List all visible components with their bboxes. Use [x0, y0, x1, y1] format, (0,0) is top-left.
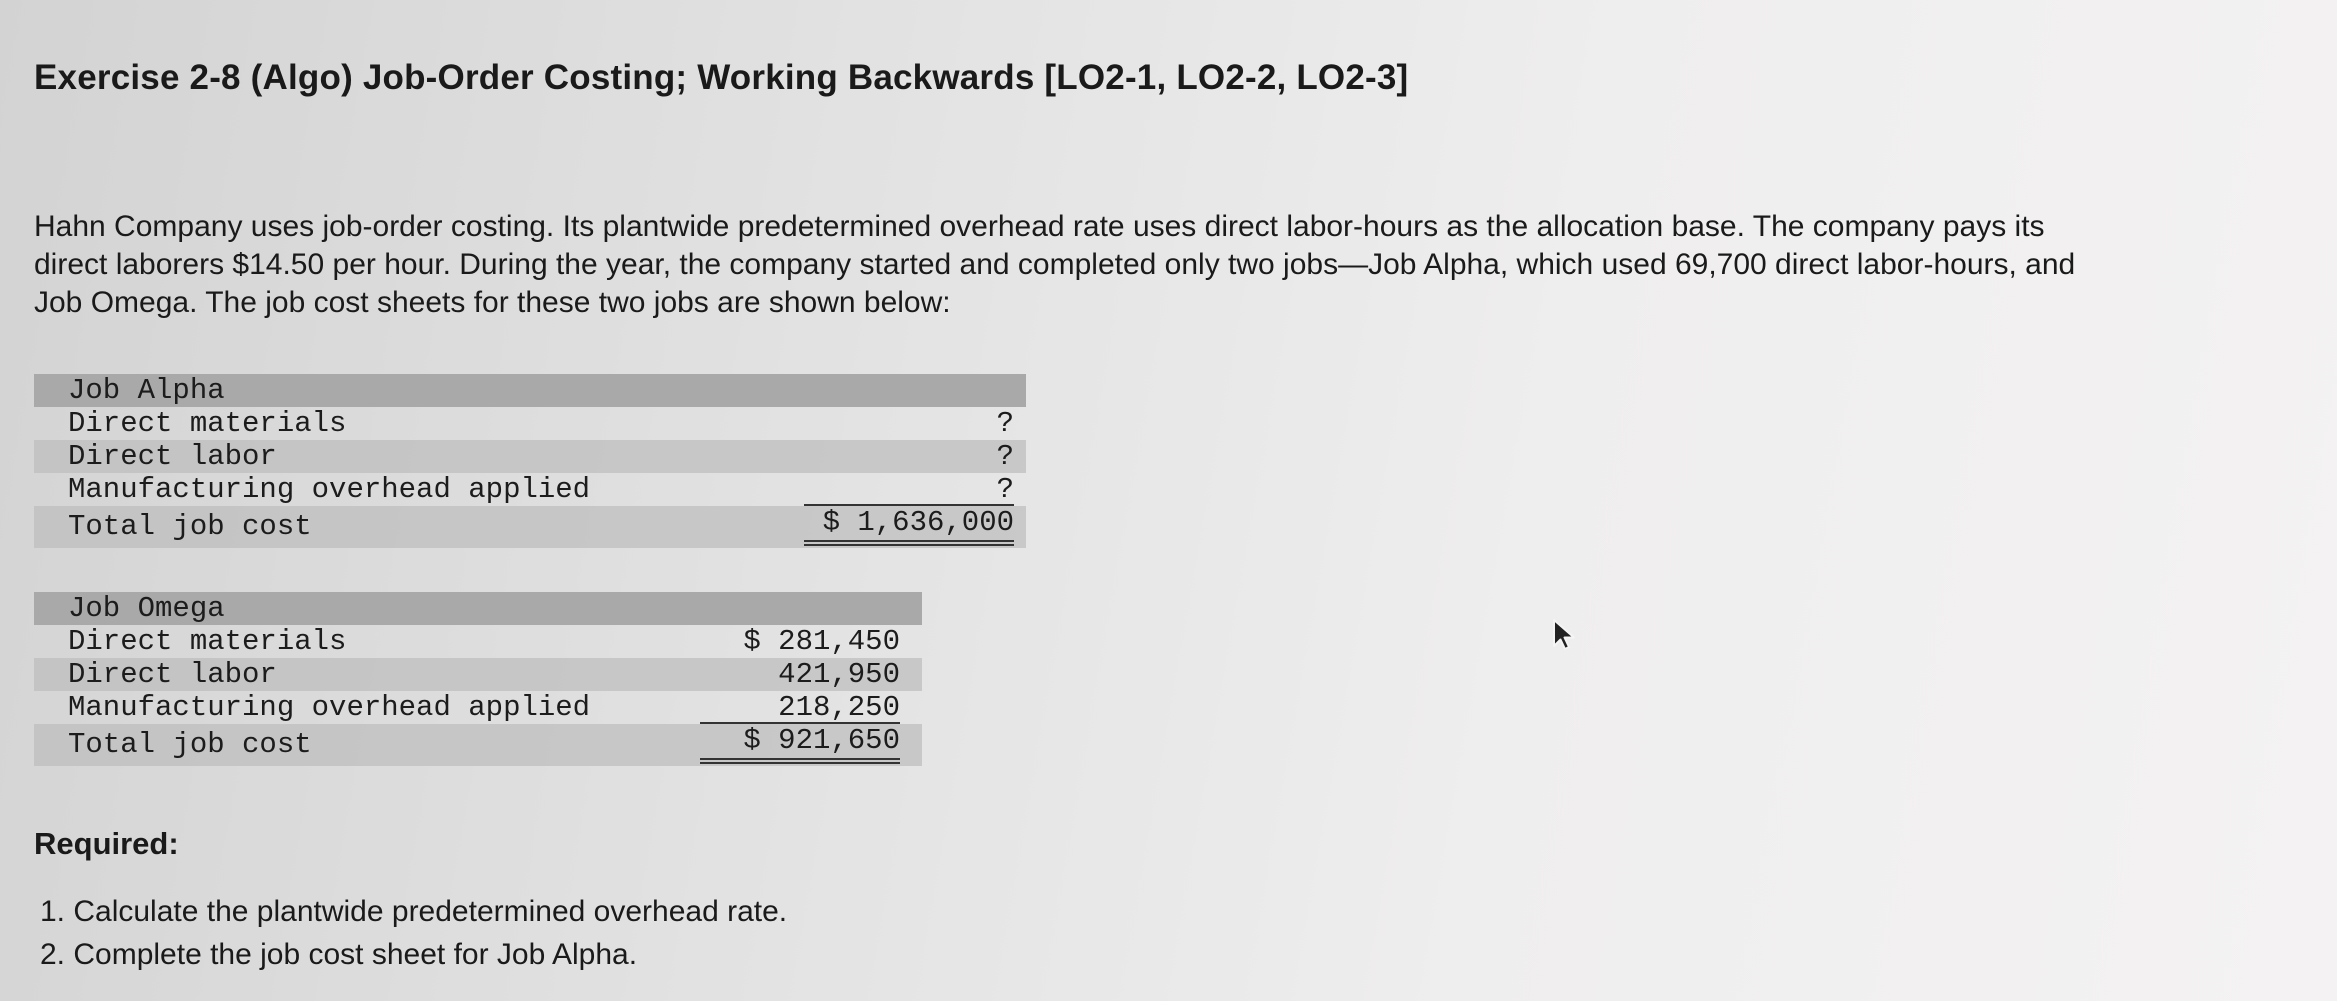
exercise-title: Exercise 2-8 (Algo) Job-Order Costing; Working Backwards [LO2-1, LO2-2, LO2-3]	[34, 58, 1409, 97]
row-value: ?	[996, 440, 1014, 473]
job-alpha-row-direct-materials	[34, 407, 1026, 440]
job-omega-cost-sheet	[34, 592, 922, 766]
row-label: Manufacturing overhead applied	[68, 691, 591, 724]
job-alpha-row-direct-labor	[34, 440, 1026, 473]
job-omega-row-direct-labor	[34, 658, 922, 691]
row-value: ?	[804, 473, 1014, 506]
row-label: Manufacturing overhead applied	[68, 473, 591, 506]
row-label: Total job cost	[68, 510, 312, 543]
job-alpha-header: Job Alpha	[68, 374, 225, 407]
problem-intro: Hahn Company uses job-order costing. Its plantwide predetermined overhead rate uses direct labor-hours as the allocation base. The company pays its direct laborers $14.50 per hour. During the year, the company started and completed only two jobs—Job Alpha, which used 69,700 direct labor-hours, and Job Omega. The job cost sheets for these two jobs are shown below:	[34, 210, 2076, 319]
row-value: 218,250	[700, 691, 900, 724]
job-omega-header-row	[34, 592, 922, 625]
row-label: Direct materials	[68, 625, 347, 658]
row-value: ?	[996, 407, 1014, 440]
requirement-item: 2. Complete the job cost sheet for Job Alpha.	[40, 938, 638, 971]
row-label: Total job cost	[68, 728, 312, 761]
requirement-item: 1. Calculate the plantwide predetermined overhead rate.	[40, 895, 788, 928]
mouse-pointer-icon-svg	[1552, 618, 1578, 652]
job-omega-row-direct-materials	[34, 625, 922, 658]
row-value: $ 281,450	[743, 625, 900, 658]
mouse-pointer-icon	[1552, 618, 1578, 657]
row-value: $ 921,650	[700, 724, 900, 764]
row-label: Direct materials	[68, 407, 347, 440]
job-alpha-row-overhead-applied	[34, 473, 1026, 506]
job-omega-row-overhead-applied	[34, 691, 922, 724]
job-alpha-cost-sheet	[34, 374, 1026, 548]
job-alpha-header-row	[34, 374, 1026, 407]
row-value: $ 1,636,000	[804, 506, 1014, 546]
row-value: 421,950	[778, 658, 900, 691]
row-label: Direct labor	[68, 658, 277, 691]
job-omega-header: Job Omega	[68, 592, 225, 625]
job-alpha-row-total	[34, 506, 1026, 548]
job-omega-row-total	[34, 724, 922, 766]
requirements-list	[40, 890, 787, 976]
row-label: Direct labor	[68, 440, 277, 473]
required-heading: Required:	[34, 826, 179, 861]
